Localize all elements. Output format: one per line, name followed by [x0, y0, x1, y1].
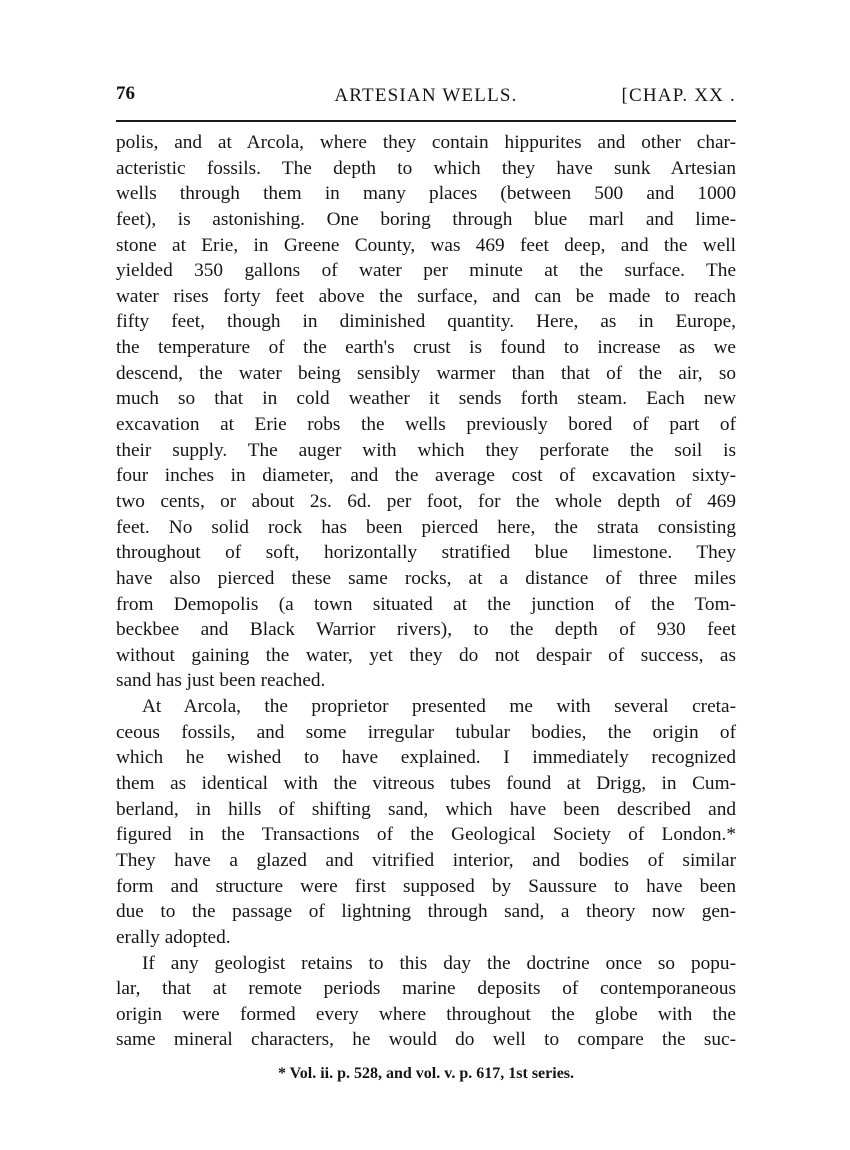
text-line: stone at Erie, in Greene County, was 469 feet deep, and the well	[116, 234, 736, 256]
header-rule	[116, 120, 736, 122]
running-title: ARTESIAN WELLS.	[334, 85, 518, 106]
text-line: polis, and at Arcola, where they contain hippurites and other char-	[116, 132, 736, 153]
text-line: from Demopolis (a town situated at the junction of the Tom-	[116, 593, 736, 615]
text-line: their supply. The auger with which they perforate the soil is	[116, 439, 736, 461]
text-line: water rises forty feet above the surface, and can be made to reach	[116, 285, 736, 307]
text-line: much so that in cold weather it sends forth steam. Each new	[116, 388, 736, 410]
text-line: They have a glazed and vitrified interior, and bodies of similar	[116, 849, 736, 871]
text-line: beckbee and Black Warrior rivers), to the depth of 930 feet	[116, 619, 736, 641]
text-line: which he wished to have explained. I immediately recognized	[116, 747, 736, 769]
chapter-reference: [CHAP. XX .	[621, 85, 736, 106]
text-line: same mineral characters, he would do well to compare the suc-	[116, 1029, 736, 1051]
footnote: * Vol. ii. p. 528, and vol. v. p. 617, 1st series.	[277, 1065, 575, 1082]
paragraph-start-line: At Arcola, the proprietor presented me with several creta-	[142, 696, 736, 718]
text-line: due to the passage of lightning through sand, a theory now gen-	[116, 901, 736, 923]
text-line: figured in the Transactions of the Geological Society of London.*	[116, 824, 736, 846]
text-line: fifty feet, though in diminished quantity. Here, as in Europe,	[116, 311, 736, 333]
text-line: have also pierced these same rocks, at a distance of three miles	[116, 567, 736, 589]
page-number: 76	[116, 83, 135, 104]
text-line: throughout of soft, horizontally stratified blue limestone. They	[116, 542, 736, 564]
text-line: feet), is astonishing. One boring through blue marl and lime-	[116, 208, 736, 230]
text-line: berland, in hills of shifting sand, which have been described and	[116, 798, 736, 820]
text-line: wells through them in many places (between 500 and 1000	[116, 183, 736, 205]
text-line: form and structure were first supposed by Saussure to have been	[116, 875, 736, 897]
text-line: two cents, or about 2s. 6d. per foot, for the whole depth of 469	[116, 490, 736, 512]
paragraph-start-line: If any geologist retains to this day the doctrine once so popu-	[142, 952, 736, 974]
running-head	[116, 82, 736, 110]
text-line: lar, that at remote periods marine deposits of contemporaneous	[116, 978, 736, 1000]
text-line: erally adopted.	[116, 926, 231, 948]
text-line: the temperature of the earth's crust is found to increase as we	[116, 337, 736, 359]
text-line: origin were formed every where throughout the globe with the	[116, 1003, 736, 1025]
text-line: without gaining the water, yet they do not despair of success, as	[116, 644, 736, 666]
text-line: yielded 350 gallons of water per minute at the surface. The	[116, 260, 736, 282]
text-line: excavation at Erie robs the wells previously bored of part of	[116, 414, 736, 436]
text-line: acteristic fossils. The depth to which they have sunk Artesian	[116, 157, 736, 179]
text-line: feet. No solid rock has been pierced here, the strata consisting	[116, 516, 736, 538]
text-line: sand has just been reached.	[116, 670, 326, 692]
body-text	[116, 130, 736, 1053]
text-line: four inches in diameter, and the average cost of excavation sixty-	[116, 465, 736, 487]
text-line: ceous fossils, and some irregular tubular bodies, the origin of	[116, 721, 736, 743]
text-line: descend, the water being sensibly warmer than that of the air, so	[116, 362, 736, 384]
text-line: them as identical with the vitreous tubes found at Drigg, in Cum-	[116, 773, 736, 795]
